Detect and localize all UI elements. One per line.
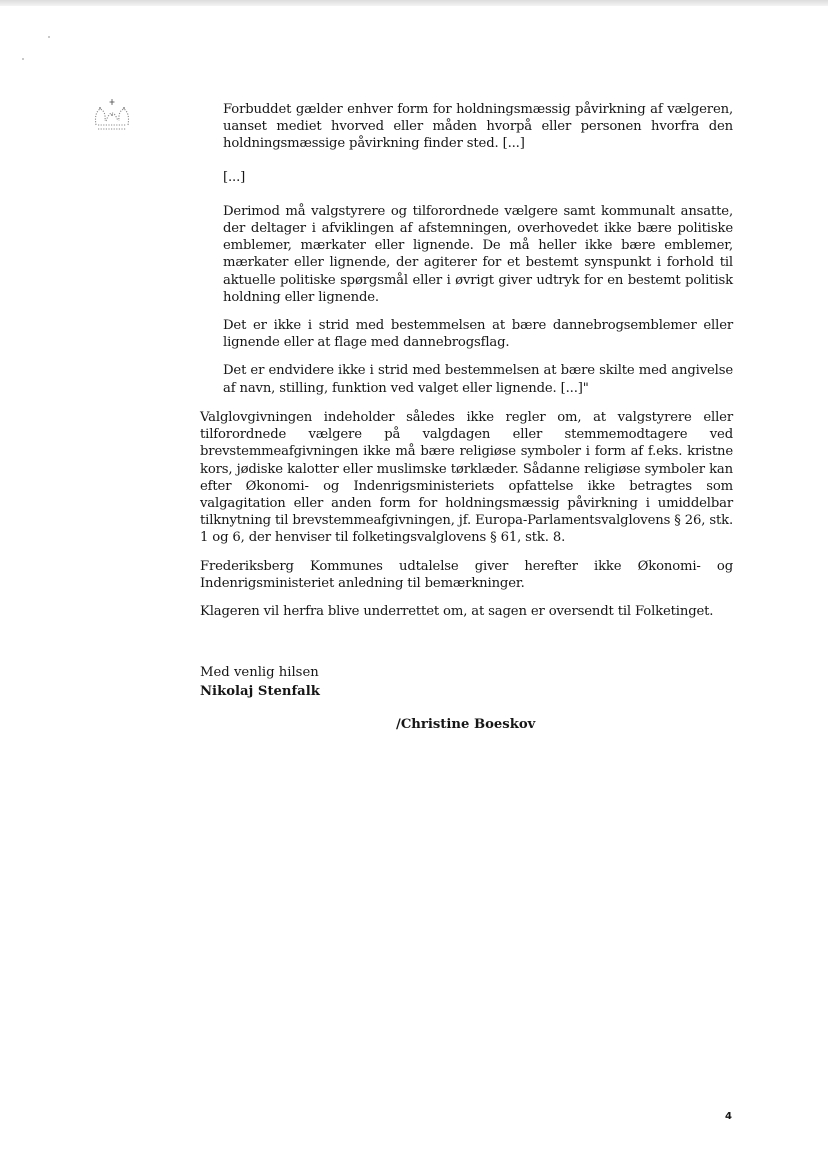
quote-paragraph: Det er ikke i strid med bestemmelsen at bære dannebrogsemblemer eller lignende eller at flage med dannebrogsflag. [223, 318, 733, 351]
quote-paragraph: Det er endvidere ikke i strid med bestemmelsen at bære skilte med angivelse af navn, stilling, funktion ved valget eller lignende. [...]" [223, 363, 733, 396]
signatory-name: Nikolaj Stenfalk [200, 684, 320, 699]
scan-edge [0, 0, 828, 6]
quote-paragraph: [...] [223, 169, 246, 185]
page-number: 4 [725, 1111, 732, 1122]
body-text [200, 409, 733, 620]
crown-logo-icon [90, 97, 134, 133]
body-paragraph: Valglovgivningen indeholder således ikke regler om, at valgstyrere eller tilforordnede vælgere på valgdagen eller stemmemodtagere ved brevstemmeafgivningen ikke må bære religiøse symboler i form af f.eks. kristne kors, jødiske kalotter eller muslimske tørklæder. Sådanne religiøse symboler kan efter Økonomi- og Indenrigsministeriets opfattelse ikke betragtes som valgagitation eller anden form for holdningsmæssig påvirkning i umiddelbar tilknytning til brevstemmeafgivningen, jf. Europa-Parlamentsvalglovens § 26, stk. 1 og 6, der henviser til folketingsvalglovens § 61, stk. 8. [200, 410, 733, 546]
quoted-block [223, 101, 733, 397]
quote-paragraph: Forbuddet gælder enhver form for holdningsmæssig påvirkning af vælgeren, uanset mediet hvorved eller måden hvorpå eller personen hvorfra den holdningsmæssige påvirkning finder sted. [...] [223, 102, 733, 152]
quote-paragraph: Derimod må valgstyrere og tilforordnede vælgere samt kommunalt ansatte, der deltager i afviklingen af afstemningen, overhovedet ikke bære politiske emblemer, mærkater eller lignende. De må heller ikke bære emblemer, mærkater eller lignende, der agiterer for et bestemt synspunkt i forhold til aktuelle politiske spørgsmål eller i øvrigt giver udtryk for en bestemt politisk holdning eller lignende. [223, 203, 733, 305]
body-paragraph: Klageren vil herfra blive underrettet om, at sagen er oversendt til Folketinget. [200, 604, 714, 620]
cosignatory-name: /Christine Boeskov [396, 717, 536, 732]
scan-speck [48, 36, 50, 38]
closing-greeting: Med venlig hilsen [200, 665, 319, 680]
body-paragraph: Frederiksberg Kommunes udtalelse giver herefter ikke Økonomi- og Indenrigsministeriet anledning til bemærkninger. [200, 558, 733, 591]
scan-speck [22, 58, 24, 60]
